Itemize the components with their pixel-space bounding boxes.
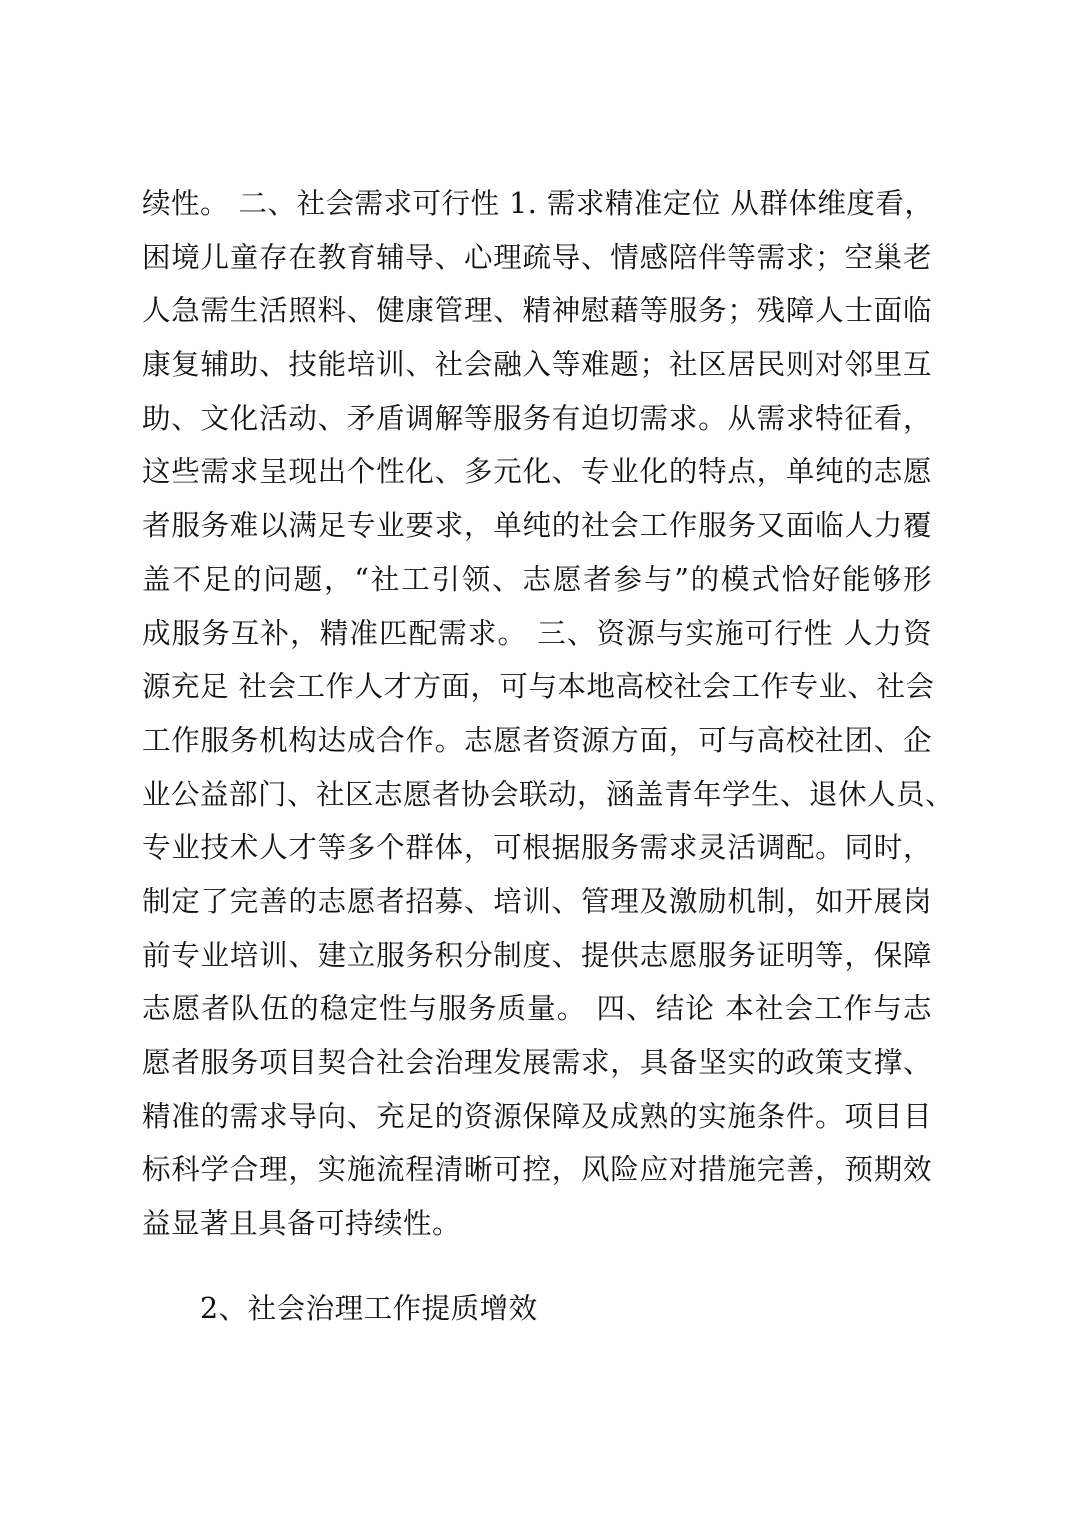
paragraph-line: 源充足 社会工作人才方面，可与本地高校社会工作专业、社会 <box>142 670 935 704</box>
paragraph-line: 这些需求呈现出个性化、多元化、专业化的特点，单纯的志愿 <box>142 455 932 489</box>
paragraph-line: 专业技术人才等多个群体，可根据服务需求灵活调配。同时， <box>142 831 932 865</box>
paragraph-line: 标科学合理，实施流程清晰可控，风险应对措施完善，预期效 <box>142 1153 932 1187</box>
paragraph-line: 成服务互补，精准匹配需求。 三、资源与实施可行性 人力资 <box>142 616 932 650</box>
paragraph-line: 益显著且具备可持续性。 <box>142 1207 462 1241</box>
paragraph-line: 愿者服务项目契合社会治理发展需求，具备坚实的政策支撑、 <box>142 1046 932 1079</box>
paragraph-line: 者服务难以满足专业要求，单纯的社会工作服务又面临人力覆 <box>142 509 932 543</box>
paragraph-line: 人急需生活照料、健康管理、精神慰藉等服务；残障人士面临 <box>142 294 932 328</box>
paragraph-line: 康复辅助、技能培训、社会融入等难题；社区居民则对邻里互 <box>142 348 932 382</box>
paragraph-line: 工作服务机构达成合作。志愿者资源方面，可与高校社团、企 <box>142 723 932 757</box>
body-paragraph <box>142 177 955 1251</box>
paragraph-line: 续性。 二、社会需求可行性 1. 需求精准定位 从群体维度看， <box>142 187 934 220</box>
section-heading: 2、社会治理工作提质增效 <box>200 1292 538 1325</box>
paragraph-line: 盖不足的问题，“社工引领、志愿者参与”的模式恰好能够形 <box>142 562 932 596</box>
paragraph-line: 助、文化活动、矛盾调解等服务有迫切需求。从需求特征看， <box>142 401 932 435</box>
paragraph-line: 业公益部门、社区志愿者协会联动，涵盖青年学生、退休人员、 <box>142 777 955 811</box>
paragraph-line: 制定了完善的志愿者招募、培训、管理及激励机制，如开展岗 <box>142 884 932 918</box>
paragraph-line: 困境儿童存在教育辅导、心理疏导、情感陪伴等需求；空巢老 <box>142 240 932 274</box>
paragraph-line: 前专业培训、建立服务积分制度、提供志愿服务证明等，保障 <box>142 938 932 972</box>
paragraph-line: 志愿者队伍的稳定性与服务质量。 四、结论 本社会工作与志 <box>142 992 932 1026</box>
paragraph-line: 精准的需求导向、充足的资源保障及成熟的实施条件。项目目 <box>142 1099 932 1133</box>
